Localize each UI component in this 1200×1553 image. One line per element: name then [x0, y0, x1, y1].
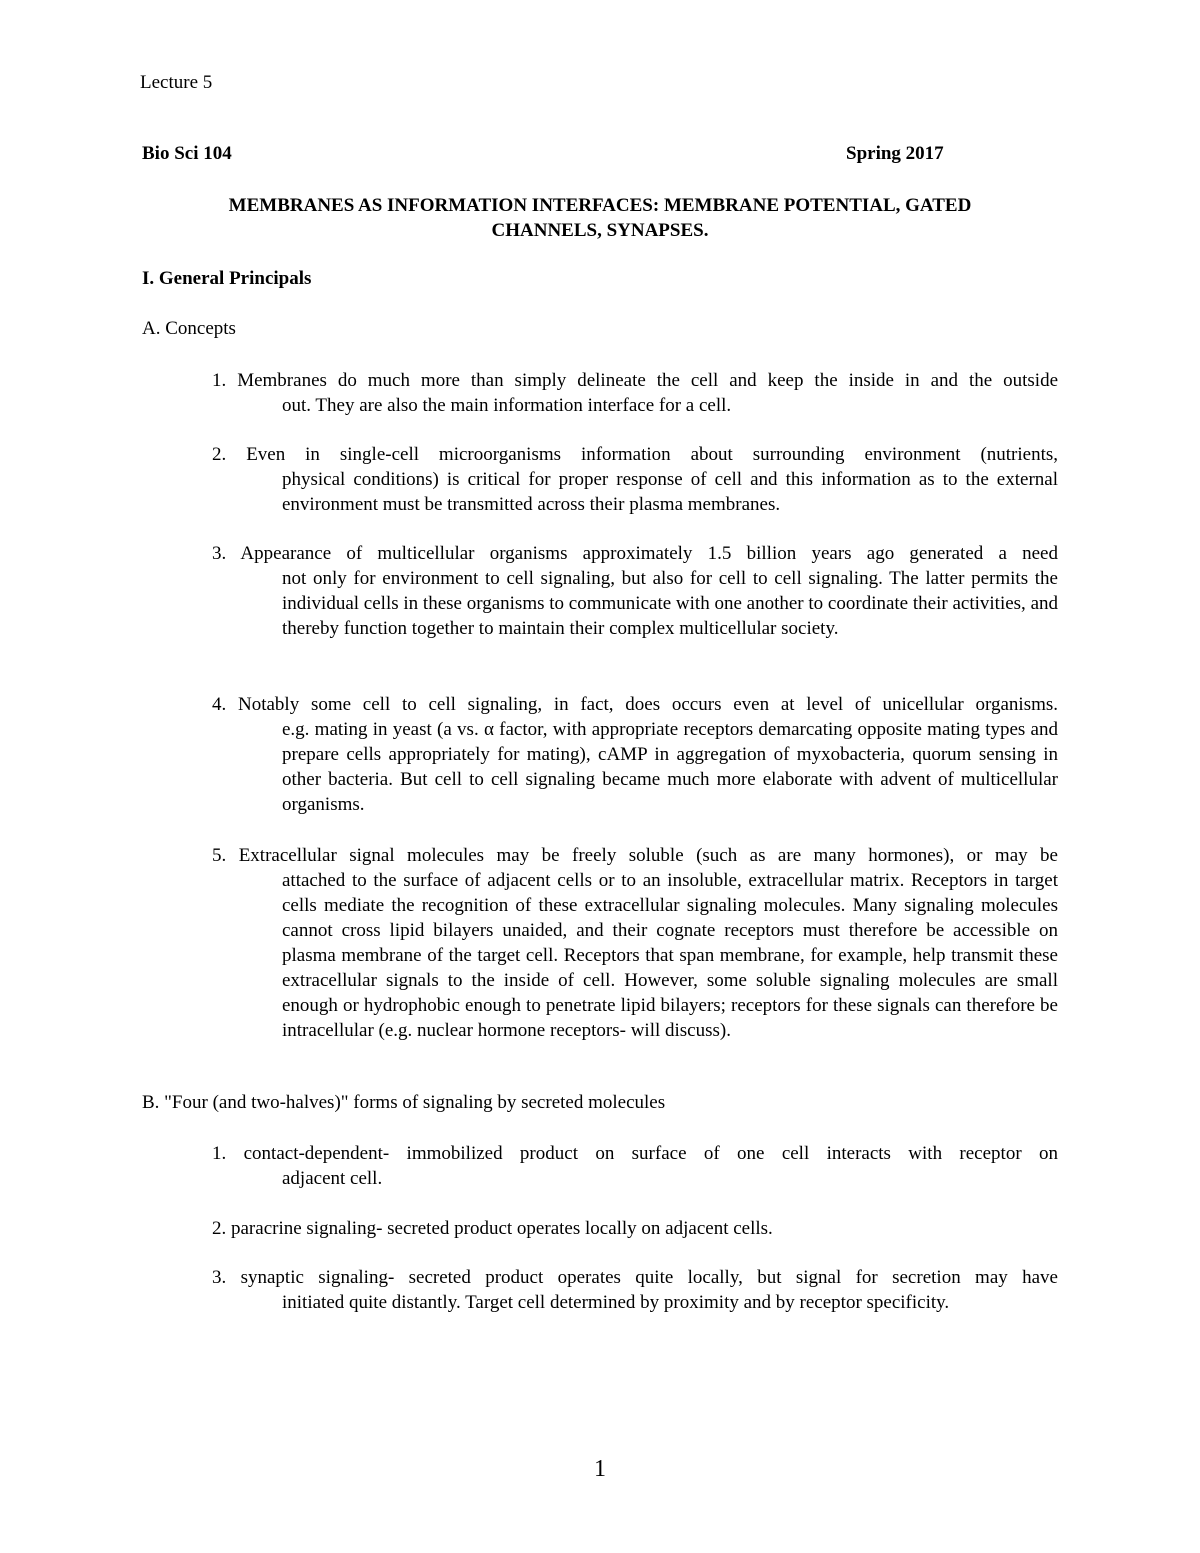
signaling-forms-heading: B. "Four (and two-halves)" forms of signaling by secreted molecules: [142, 1092, 666, 1113]
item-text-continued: physical conditions) is critical for proper response of cell and this information as to the external environment must be transmitted across their plasma membranes.: [282, 469, 1058, 515]
concepts-heading: A. Concepts: [142, 318, 236, 339]
signaling-item-1: [212, 1141, 1058, 1191]
item-text-continued: not only for environment to cell signaling, but also for cell to cell signaling. The latter permits the individual cells in these organisms to communicate with one another to coordinate their activities, and thereby function together to maintain their complex multicellular society.: [282, 568, 1058, 639]
item-number: 3.: [212, 1267, 227, 1288]
item-text-continued: e.g. mating in yeast (a vs. α factor, with appropriate receptors demarcating opposite mating types and prepare cells appropriately for mating), cAMP in aggregation of myxobacteria, quorum sensing in other bacteria. But cell to cell signaling became much more elaborate with advent of multicellular organisms.: [282, 719, 1058, 815]
item-number: 2.: [212, 1218, 227, 1239]
item-text: paracrine signaling- secreted product operates locally on adjacent cells.: [231, 1218, 773, 1239]
item-text: Appearance of multicellular organisms approximately 1.5 billion years ago generated a need: [240, 543, 1058, 564]
lecture-label: Lecture 5: [140, 72, 213, 93]
concept-item-5: [212, 843, 1058, 1043]
concept-item-3: [212, 541, 1058, 641]
item-number: 1.: [212, 1143, 227, 1164]
course-name: Bio Sci 104: [142, 143, 232, 164]
item-text: contact-dependent- immobilized product on surface of one cell interacts with receptor on: [243, 1143, 1059, 1164]
item-number: 3.: [212, 543, 227, 564]
item-text: Membranes do much more than simply delineate the cell and keep the inside in and the outside: [237, 370, 1059, 391]
item-text: Even in single-cell microorganisms information about surrounding environment (nutrients,: [246, 444, 1059, 465]
item-text: Notably some cell to cell signaling, in fact, does occurs even at level of unicellular organisms.: [238, 694, 1059, 715]
item-text: synaptic signaling- secreted product operates quite locally, but signal for secretion may have: [240, 1267, 1058, 1288]
term-label: Spring 2017: [846, 143, 944, 164]
signaling-item-2: [212, 1216, 1058, 1241]
section-heading: I. General Principals: [142, 268, 312, 289]
item-number: 1.: [212, 370, 227, 391]
document-title-line-2: CHANNELS, SYNAPSES.: [491, 220, 709, 241]
concept-item-1: [212, 368, 1058, 418]
concept-item-4: [212, 692, 1058, 817]
document-title: [140, 193, 1060, 243]
item-text-continued: out. They are also the main information interface for a cell.: [282, 395, 732, 416]
item-text-continued: adjacent cell.: [282, 1168, 383, 1189]
item-text-continued: initiated quite distantly. Target cell determined by proximity and by receptor specificity.: [282, 1292, 950, 1313]
item-text-continued: attached to the surface of adjacent cells or to an insoluble, extracellular matrix. Receptors in target cells mediate the recognition of these extracellular signaling molecules. Many signaling molecules cannot cross lipid bilayers unaided, and their cognate receptors must therefore be accessible on plasma membrane of the target cell. Receptors that span membrane, for example, help transmit these extracellular signals to the inside of cell. However, some soluble signaling molecules are small enough or hydrophobic enough to penetrate lipid bilayers; receptors for these signals can therefore be intracellular (e.g. nuclear hormone receptors- will discuss).: [282, 870, 1058, 1041]
item-number: 5.: [212, 845, 227, 866]
signaling-item-3: [212, 1265, 1058, 1315]
document-title-line-1: MEMBRANES AS INFORMATION INTERFACES: MEMBRANE POTENTIAL, GATED: [228, 195, 972, 216]
item-number: 2.: [212, 444, 227, 465]
item-number: 4.: [212, 694, 227, 715]
concept-item-2: [212, 442, 1058, 517]
page-number: 1: [594, 1456, 606, 1482]
item-text: Extracellular signal molecules may be freely soluble (such as are many hormones), or may be: [238, 845, 1058, 866]
